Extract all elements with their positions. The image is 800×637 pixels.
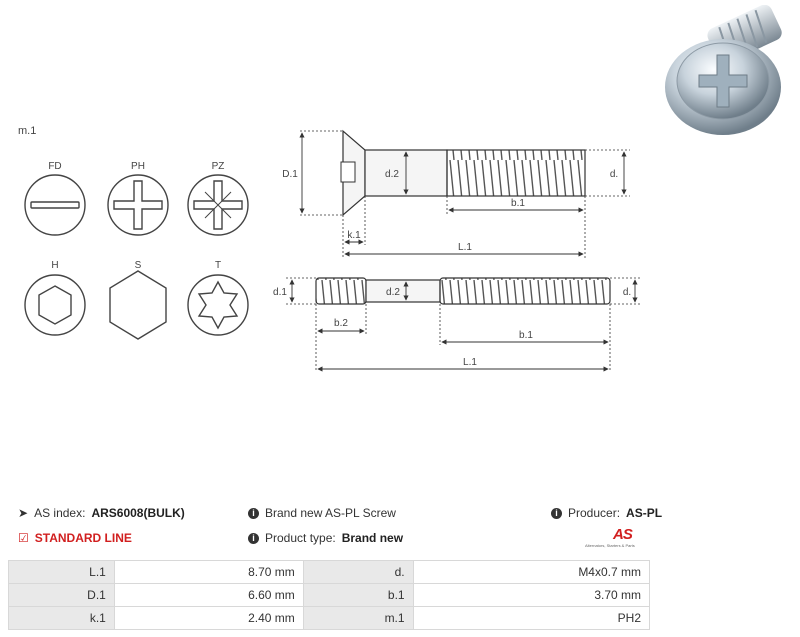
table-row	[9, 561, 650, 584]
drive-label-h: H	[51, 260, 59, 271]
spec-label: L.1	[9, 561, 115, 584]
spec-value: M4x0.7 mm	[413, 561, 649, 584]
spec-label: d.	[303, 561, 413, 584]
stud-screw-drawing	[316, 278, 610, 304]
flat-drive-icon	[25, 175, 85, 235]
product-type-label: Product type:	[265, 531, 336, 545]
tags-icon: ➤	[18, 506, 29, 520]
as-index-label: AS index:	[34, 506, 86, 520]
dim-L1-bottom: L.1	[463, 357, 477, 368]
as-index-value: ARS6008(BULK)	[91, 506, 185, 520]
spec-value: 2.40 mm	[114, 607, 303, 630]
product-photo	[655, 5, 790, 150]
spec-value: PH2	[413, 607, 649, 630]
drive-label-pz: PZ	[211, 161, 225, 172]
dim-k1-top: k.1	[347, 230, 361, 241]
drive-label-t: T	[214, 260, 222, 271]
dim-b1-top: b.1	[511, 198, 525, 209]
dim-d2-bottom: d.2	[386, 287, 400, 298]
logo-mark: AS	[613, 526, 632, 543]
spec-label: b.1	[303, 584, 413, 607]
spec-value: 6.60 mm	[114, 584, 303, 607]
as-index-row	[18, 506, 185, 520]
countersunk-screw-drawing	[341, 131, 585, 215]
flat-slot-icon	[31, 202, 79, 208]
hex-socket-shape-icon	[39, 286, 71, 324]
table-row	[9, 607, 650, 630]
dim-b2-bottom: b.2	[334, 318, 348, 329]
phillips-drive-icon	[108, 175, 168, 235]
drive-label-ph: PH	[131, 161, 145, 172]
dim-d2-top: d.2	[385, 169, 399, 180]
dim-d-top: d.	[609, 169, 619, 180]
drive-label-fd: FD	[48, 161, 62, 172]
dim-d-bottom: d.	[622, 287, 632, 298]
phillips-cross-icon	[114, 181, 162, 229]
torx-drive-icon	[188, 275, 248, 335]
dim-b1-bottom: b.1	[519, 330, 533, 341]
spec-value: 8.70 mm	[114, 561, 303, 584]
spec-table	[8, 560, 650, 630]
info-icon: i	[248, 533, 259, 544]
hex-head-drive-icon	[110, 271, 166, 339]
brand-text: Brand new AS-PL Screw	[265, 506, 396, 520]
standard-line-row	[18, 531, 132, 545]
m1-label: m.1	[18, 125, 37, 137]
pozidriv-diagonals-icon	[205, 192, 231, 218]
dim-D1-top: D.1	[282, 169, 298, 180]
torx-star-icon	[199, 282, 237, 328]
info-icon: i	[248, 508, 259, 519]
spec-label: m.1	[303, 607, 413, 630]
table-row	[9, 584, 650, 607]
product-type-row	[248, 531, 403, 545]
check-square-icon: ☑	[18, 531, 29, 545]
producer-value: AS-PL	[626, 506, 663, 520]
product-type-value: Brand new	[341, 531, 404, 545]
brand-row	[248, 506, 396, 520]
producer-label: Producer:	[568, 506, 621, 520]
info-icon: i	[551, 508, 562, 519]
producer-row	[551, 506, 662, 520]
spec-label: D.1	[9, 584, 115, 607]
spec-value: 3.70 mm	[413, 584, 649, 607]
hex-socket-drive-icon	[25, 275, 85, 335]
spec-label: k.1	[9, 607, 115, 630]
standard-line-label: STANDARD LINE	[34, 531, 132, 545]
drive-label-s: S	[134, 260, 142, 271]
as-pl-logo	[585, 526, 650, 551]
dim-L1-top: L.1	[458, 242, 472, 253]
logo-tagline: Alternators, Starters & Parts	[585, 543, 635, 548]
dim-d1-bottom: d.1	[273, 287, 287, 298]
